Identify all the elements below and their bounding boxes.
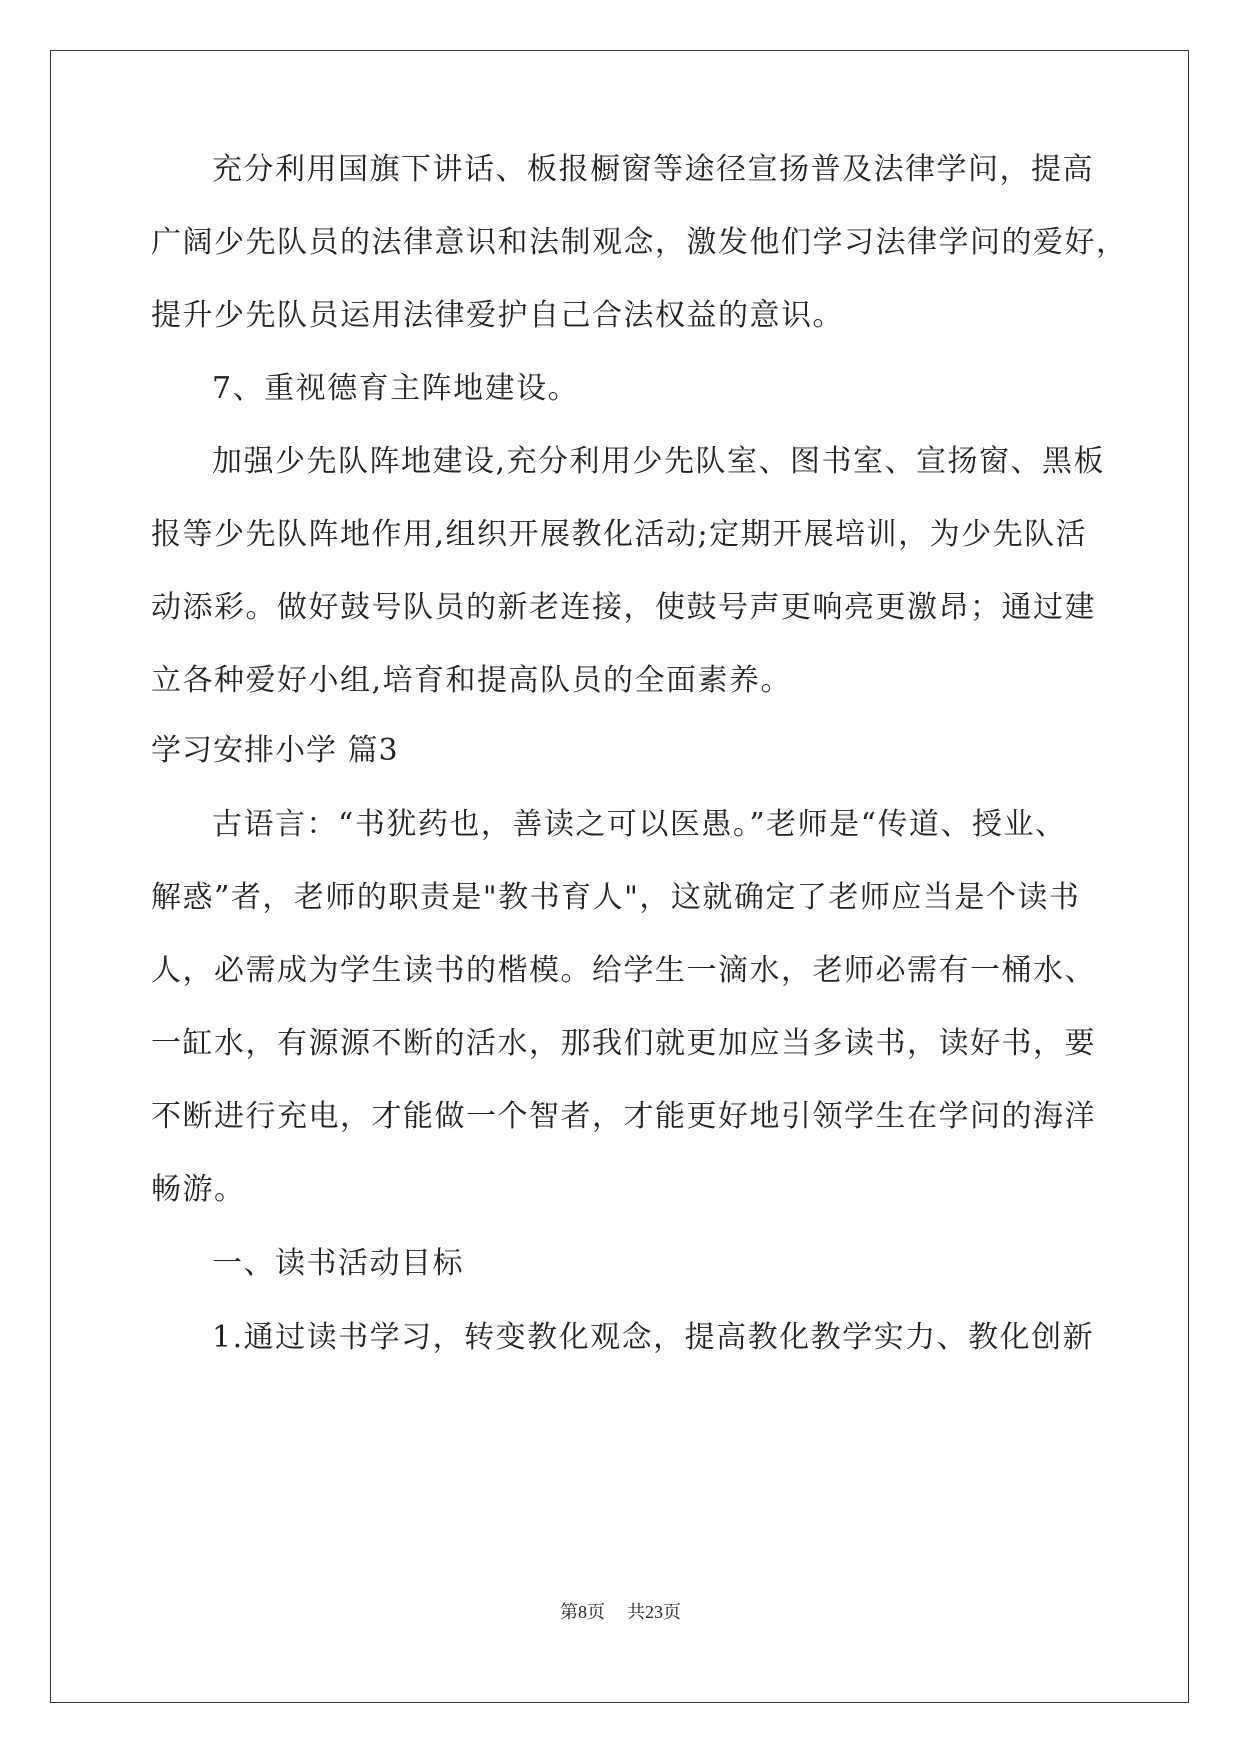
paragraph-line: 解惑”者，老师的职责是"教书育人"，这就确定了老师应当是个读书 xyxy=(151,880,1081,915)
paragraph-line: 提升少先队员运用法律爱护自己合法权益的意识。 xyxy=(151,298,844,333)
paragraph-line: 人，必需成为学生读书的楷模。给学生一滴水，老师必需有一桶水、 xyxy=(151,953,1096,988)
numbered-item: 1.通过读书学习，转变教化观念，提高教化教学实力、教化创新 xyxy=(212,1320,1095,1355)
subheading: 一、读书活动目标 xyxy=(212,1246,464,1281)
page-footer xyxy=(0,1600,1241,1624)
paragraph-line: 充分利用国旗下讲话、板报橱窗等途径宣扬普及法律学问，提高 xyxy=(212,152,1094,187)
paragraph-line: 加强少先队阵地建设,充分利用少先队室、图书室、宣扬窗、黑板 xyxy=(212,444,1106,479)
section-title: 学习安排小学 篇3 xyxy=(151,733,399,768)
paragraph-line: 立各种爱好小组,培育和提高队员的全面素养。 xyxy=(151,663,793,698)
paragraph-line: 报等少先队阵地作用,组织开展教化活动;定期开展培训，为少先队活 xyxy=(151,517,1088,552)
page-total: 共23页 xyxy=(627,1602,681,1622)
numbered-item: 7、重视德育主阵地建设。 xyxy=(212,371,580,406)
paragraph-line: 一缸水，有源源不断的活水，那我们就更加应当多读书，读好书，要 xyxy=(151,1026,1096,1061)
paragraph-line: 不断进行充电，才能做一个智者，才能更好地引领学生在学问的海洋 xyxy=(151,1099,1096,1134)
paragraph-line: 动添彩。做好鼓号队员的新老连接，使鼓号声更响亮更激昂；通过建 xyxy=(151,590,1096,625)
paragraph-line: 广阔少先队员的法律意识和法制观念，激发他们学习法律学问的爱好， xyxy=(151,225,1128,260)
paragraph-line: 畅游。 xyxy=(151,1172,246,1207)
page-number: 第8页 xyxy=(560,1602,605,1622)
paragraph-line: 古语言：“书犹药也，善读之可以医愚。”老师是“传道、授业、 xyxy=(212,807,1067,842)
